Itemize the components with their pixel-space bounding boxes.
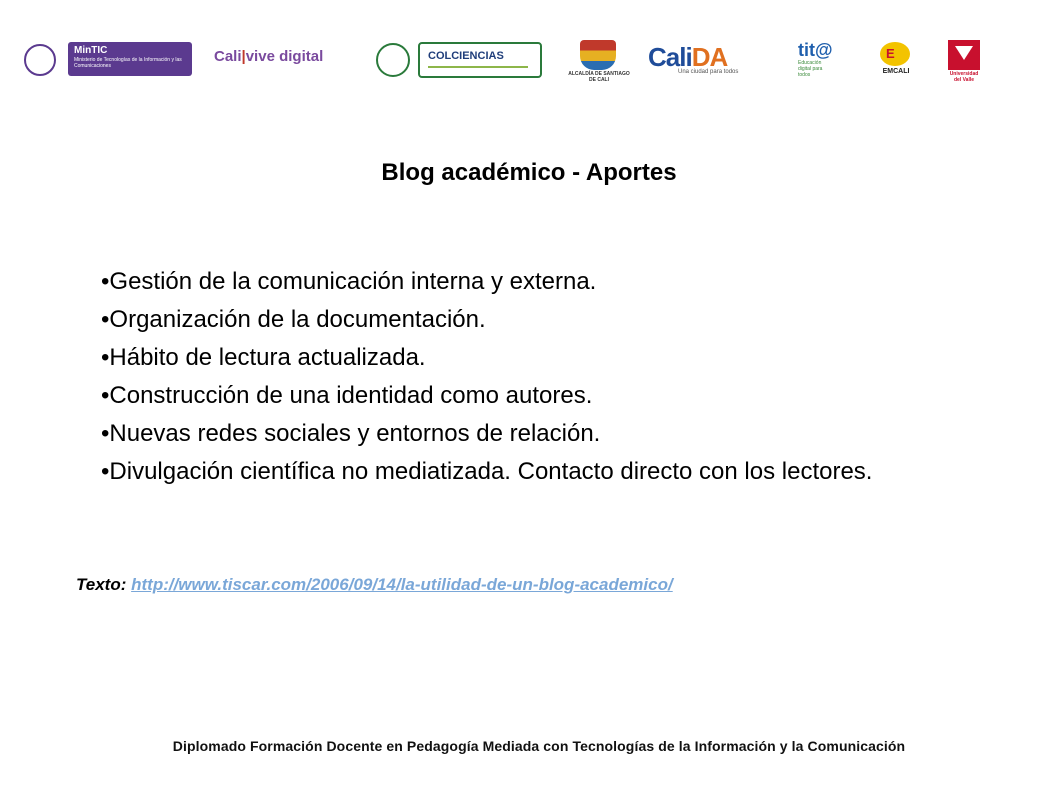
list-item: •Divulgación científica no mediatizada. Contacto directo con los lectores. [101,458,873,485]
list-item: •Nuevas redes sociales y entornos de relación. [101,420,601,447]
list-item: •Construcción de una identidad como autores. [101,382,593,409]
colombia-seal-icon [376,43,410,77]
list-item: •Hábito de lectura actualizada. [101,344,426,371]
source-link[interactable]: http://www.tiscar.com/2006/09/14/la-utilidad-de-un-blog-academico/ [131,575,673,594]
univalle-icon [948,40,980,70]
emcali-logo: E EMCALI [876,42,916,80]
univalle-logo: Universidad del Valle [946,40,982,82]
colciencias-logo [374,42,540,76]
emcali-icon: E [880,42,910,66]
alcaldia-cali-logo: ALCALDÍA DE SANTIAGO DE CALI [566,40,632,84]
bullet-list [101,263,921,491]
calida-logo: CaliDA Una ciudad para todos [648,42,739,75]
mintic-subtitle: Ministerio de Tecnologías de la Información y las Comunicaciones [74,57,182,69]
mintic-logo [22,42,192,76]
tita-logo: tit@ Educación digital para todos [798,40,833,78]
sponsor-logos-bar [0,0,1058,100]
list-item: •Organización de la documentación. [101,306,486,333]
mintic-title: MinTIC [74,45,108,56]
source-citation [76,575,673,595]
cali-shield-icon [580,40,616,70]
source-label: Texto: [76,575,127,594]
list-item: •Gestión de la comunicación interna y externa. [101,268,597,295]
colciencias-title: COLCIENCIAS [428,50,504,62]
page-title: Blog académico - Aportes [381,159,677,186]
calivive-digital-logo: Cali|vive digital [214,48,324,65]
colombia-seal-icon [24,44,56,76]
footer-text: Diplomado Formación Docente en Pedagogía Mediada con Tecnologías de la Información y la Comunicación [172,738,906,754]
